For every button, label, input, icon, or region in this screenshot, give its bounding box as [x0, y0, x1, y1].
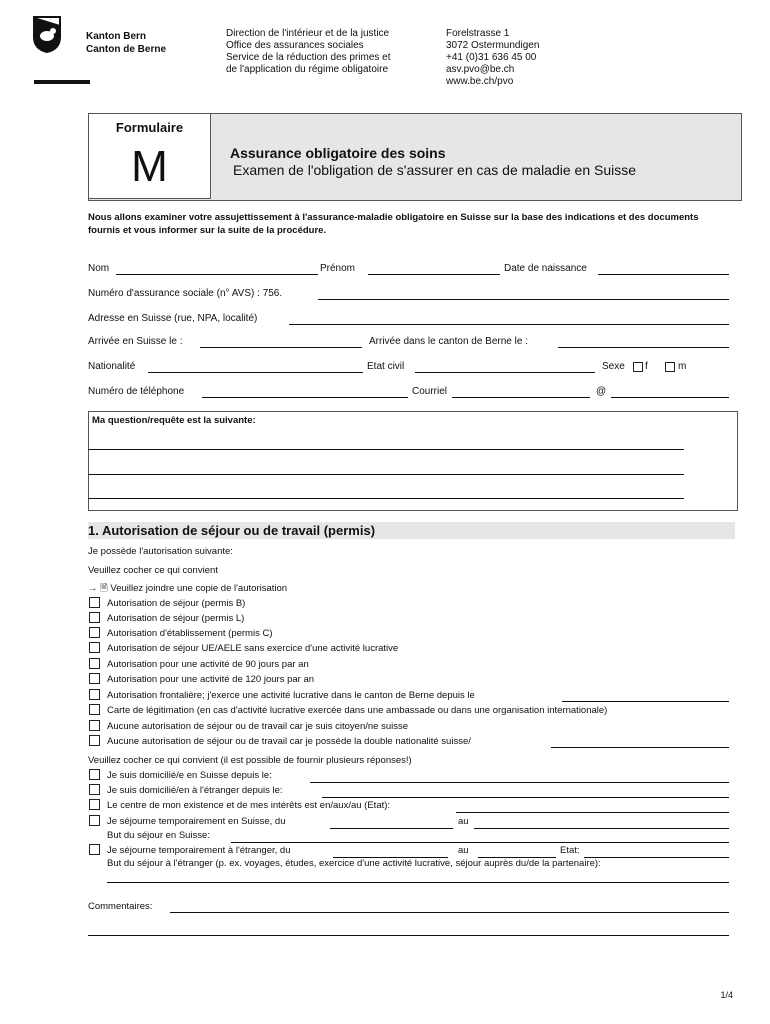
sejour-etranger-label: Je séjourne temporairement à l'étranger, du — [107, 845, 291, 856]
commentaires-label: Commentaires: — [88, 901, 153, 912]
residence-option-label: Le centre de mon existence et de mes intérêts est en/aux/au (Etat): — [107, 800, 391, 811]
permit-checkbox[interactable] — [89, 642, 100, 653]
joindre-note: → 🗎 Veuillez joindre une copie de l'autorisation — [88, 583, 288, 594]
au2-label: au — [458, 845, 469, 856]
residence-checkbox[interactable] — [89, 799, 100, 810]
permit-option-label: Autorisation de séjour (permis B) — [107, 598, 246, 609]
arrivee-berne-label: Arrivée dans le canton de Berne le : — [369, 336, 528, 347]
double-nationalite-field[interactable] — [551, 747, 729, 748]
question-box — [88, 411, 738, 511]
naissance-label: Date de naissance — [504, 263, 587, 274]
permit-checkbox[interactable] — [89, 627, 100, 638]
form-subtitle: Examen de l'obligation de s'assurer en cas de maladie en Suisse — [233, 162, 637, 178]
permit-option-label: Autorisation pour une activité de 120 jours par an — [107, 674, 315, 685]
etat-civil-field[interactable] — [415, 372, 595, 373]
nom-label: Nom — [88, 263, 110, 274]
avs-label: Numéro d'assurance sociale (n° AVS) : 756. — [88, 288, 283, 299]
question-label: Ma question/requête est la suivante: — [92, 415, 256, 426]
avs-field[interactable] — [318, 299, 729, 300]
telephone-label: Numéro de téléphone — [88, 386, 185, 397]
sejour-suisse-du-field[interactable] — [330, 828, 453, 829]
domicile-suisse-field[interactable] — [310, 782, 729, 783]
residence-checkbox[interactable] — [89, 844, 100, 855]
adresse-label: Adresse en Suisse (rue, NPA, localité) — [88, 313, 258, 324]
prenom-label: Prénom — [320, 263, 356, 274]
bern-coat-of-arms-logo — [32, 15, 62, 53]
cocher-text: Veuillez cocher ce qui convient — [88, 565, 218, 576]
etat-civil-label: Etat civil — [367, 361, 405, 372]
permit-option-label: Autorisation de séjour (permis L) — [107, 613, 245, 624]
permit-option-label: Autorisation d'établissement (permis C) — [107, 628, 273, 639]
permit-option-label: Autorisation frontalière; j'exerce une activité lucrative dans le canton de Berne depuis le — [107, 690, 475, 701]
canton-name — [86, 30, 166, 56]
permit-checkbox[interactable] — [89, 597, 100, 608]
canton-fr: Canton de Berne — [86, 44, 167, 55]
dept-line: Service de la réduction des primes et — [226, 52, 391, 63]
email-domain-field[interactable] — [611, 397, 729, 398]
permit-option-label: Autorisation de séjour UE/AELE sans exercice d'une activité lucrative — [107, 643, 399, 654]
email-link[interactable]: asv.pvo@be.ch — [446, 64, 515, 75]
sexe-f-label: f — [645, 361, 648, 372]
commentaires-field[interactable] — [88, 935, 729, 936]
naissance-field[interactable] — [598, 274, 729, 275]
residence-option-label: Je séjourne temporairement en Suisse, du — [107, 816, 286, 827]
sexe-m-checkbox[interactable] — [665, 362, 675, 372]
nationalite-label: Nationalité — [88, 361, 136, 372]
sexe-m-label: m — [678, 361, 687, 372]
at-sign: @ — [596, 386, 607, 397]
residence-checkbox[interactable] — [89, 769, 100, 780]
question-line[interactable] — [88, 498, 684, 499]
page-number: 1/4 — [720, 990, 733, 1000]
but-etranger-label: But du séjour à l'étranger (p. ex. voyages, études, exercice d'une activité lucrative, séjour auprès du/de la partenaire): — [107, 858, 601, 869]
au-label: au — [458, 816, 469, 827]
permit-checkbox[interactable] — [89, 673, 100, 684]
adresse-field[interactable] — [289, 324, 729, 325]
address-block — [446, 28, 539, 88]
permit-option-label: Aucune autorisation de séjour ou de travail car je possède la double nationalité suisse/ — [107, 736, 471, 747]
permit-option-label: Aucune autorisation de séjour ou de travail car je suis citoyen/ne suisse — [107, 721, 409, 732]
sejour-suisse-au-field[interactable] — [474, 828, 729, 829]
intro-text: Nous allons examiner votre assujettissement à l'assurance-maladie obligatoire en Suisse sur la base des indications et des documents fournis et vous informer sur la suite de la procédure. — [88, 212, 699, 236]
logo-underline — [34, 80, 90, 84]
nom-field[interactable] — [116, 274, 318, 275]
domicile-etranger-field[interactable] — [322, 797, 729, 798]
commentaires-field[interactable] — [170, 912, 729, 913]
etat-label: Etat: — [560, 845, 580, 856]
but-suisse-field[interactable] — [231, 842, 729, 843]
but-etranger-field[interactable] — [107, 882, 729, 883]
permit-option-label: Carte de légitimation (en cas d'activité lucrative exercée dans une ambassade ou dans une organisation internationale) — [107, 705, 608, 716]
permit-checkbox[interactable] — [89, 658, 100, 669]
cocher2-text: Veuillez cocher ce qui convient (il est possible de fournir plusieurs réponses!) — [88, 755, 412, 766]
but-suisse-label: But du séjour en Suisse: — [107, 830, 210, 841]
permit-checkbox[interactable] — [89, 689, 100, 700]
form-label: Formulaire — [115, 120, 184, 135]
sejour-etranger-etat-field[interactable] — [584, 857, 729, 858]
department-block — [226, 28, 391, 76]
form-title: Assurance obligatoire des soins — [230, 145, 446, 161]
courriel-label: Courriel — [412, 386, 448, 397]
question-line[interactable] — [88, 449, 684, 450]
arrivee-suisse-field[interactable] — [200, 347, 362, 348]
residence-option-label: Je suis domicilié/en à l'étranger depuis le: — [107, 785, 283, 796]
possede-text: Je possède l'autorisation suivante: — [88, 546, 233, 557]
prenom-field[interactable] — [368, 274, 500, 275]
dept-line: Office des assurances sociales — [226, 40, 364, 51]
permit-checkbox[interactable] — [89, 720, 100, 731]
centre-etat-field[interactable] — [456, 812, 729, 813]
dept-line: de l'application du régime obligatoire — [226, 64, 389, 75]
courriel-field[interactable] — [452, 397, 590, 398]
permit-checkbox[interactable] — [89, 612, 100, 623]
addr-line: +41 (0)31 636 45 00 — [446, 52, 537, 63]
permit-option-label: Autorisation pour une activité de 90 jours par an — [107, 659, 309, 670]
website-link[interactable]: www.be.ch/pvo — [446, 76, 514, 87]
telephone-field[interactable] — [202, 397, 408, 398]
dept-line: Direction de l'intérieur et de la justice — [226, 28, 390, 39]
residence-option-label: Je suis domicilié/e en Suisse depuis le: — [107, 770, 272, 781]
form-letter: M — [131, 142, 168, 191]
arrivee-berne-field[interactable] — [558, 347, 729, 348]
permit-checkbox[interactable] — [89, 704, 100, 715]
nationalite-field[interactable] — [148, 372, 363, 373]
sexe-label: Sexe — [602, 361, 625, 372]
permit-checkbox[interactable] — [89, 735, 100, 746]
form-letter-cell — [88, 113, 211, 199]
question-line[interactable] — [88, 474, 684, 475]
sexe-f-checkbox[interactable] — [633, 362, 643, 372]
residence-checkbox[interactable] — [89, 784, 100, 795]
residence-checkbox[interactable] — [89, 815, 100, 826]
canton-de: Kanton Bern — [86, 31, 146, 42]
section-1-title: 1. Autorisation de séjour ou de travail (permis) — [88, 522, 735, 539]
arrivee-suisse-label: Arrivée en Suisse le : — [88, 336, 183, 347]
addr-line: Forelstrasse 1 — [446, 28, 510, 39]
frontaliere-date-field[interactable] — [562, 701, 729, 702]
addr-line: 3072 Ostermundigen — [446, 40, 540, 51]
